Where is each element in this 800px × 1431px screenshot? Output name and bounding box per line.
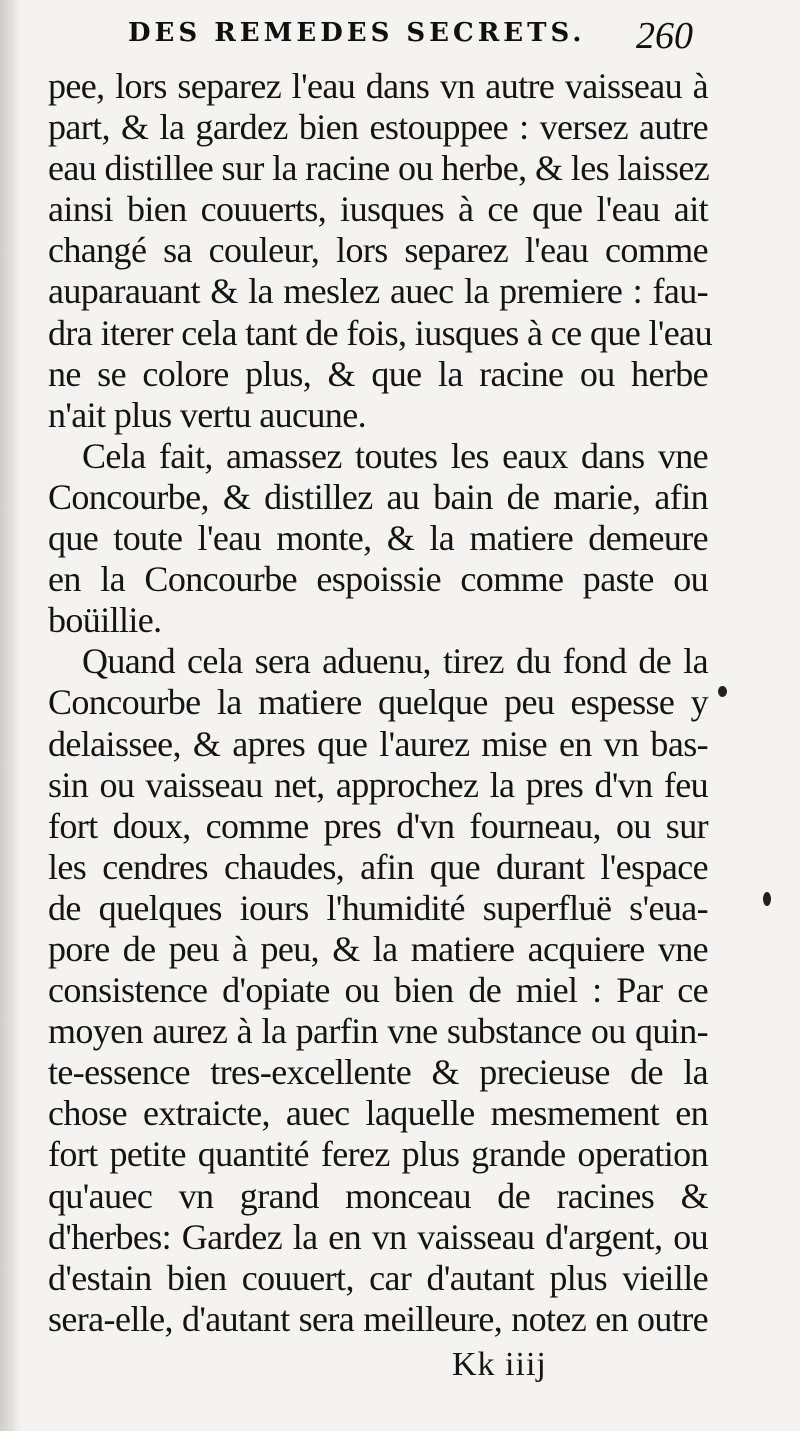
text-line: delaissee, & apres que l'aurez mise en vn bas- (48, 723, 708, 764)
text-line: chose extraicte, auec laquelle mesmement en (48, 1093, 708, 1134)
text-line: Concourbe la matiere quelque peu espesse y (48, 682, 708, 723)
gutter-shadow (0, 0, 22, 1431)
page-header (0, 14, 800, 62)
text-line: pore de peu à peu, & la matiere acquiere vne (48, 928, 708, 969)
ink-spot (718, 686, 727, 697)
text-line: auparauant & la meslez auec la premiere : fau- (48, 271, 708, 312)
text-line: boüillie. (48, 600, 162, 641)
page-number: 260 (636, 15, 693, 57)
text-line: d'estain bien couuert, car d'autant plus vieille (48, 1257, 708, 1298)
running-head: DES REMEDES SECRETS. (128, 18, 586, 48)
text-line: dra iterer cela tant de fois, iusques à ce que l'eau (48, 312, 712, 353)
ink-spot (763, 892, 771, 906)
text-line: n'ait plus vertu aucune. (48, 394, 366, 435)
text-line: de quelques iours l'humidité superfluë s'eua- (48, 887, 708, 928)
text-line: qu'auec vn grand monceau de racines & (48, 1175, 708, 1216)
text-line: d'herbes: Gardez la en vn vaisseau d'argent, ou (48, 1216, 708, 1257)
text-line: moyen aurez à la parfin vne substance ou quin- (48, 1011, 708, 1052)
text-line: fort petite quantité ferez plus grande operation (48, 1134, 708, 1175)
text-line: en la Concourbe espoissie comme paste ou (48, 559, 708, 600)
text-line: pee, lors separez l'eau dans vn autre vaisseau à (48, 66, 708, 106)
text-line: changé sa couleur, lors separez l'eau comme (48, 230, 708, 271)
text-line: ne se colore plus, & que la racine ou herbe (48, 353, 708, 394)
text-line: part, & la gardez bien estouppee : versez autre (48, 107, 708, 148)
text-line: Concourbe, & distillez au bain de marie, afin (48, 476, 708, 517)
text-line: eau distillee sur la racine ou herbe, & les laissez (48, 148, 710, 189)
paragraph-start-line: Quand cela sera aduenu, tirez du fond de la (82, 641, 708, 682)
text-line: fort doux, comme pres d'vn fourneau, ou sur (48, 805, 708, 846)
text-line: consistence d'opiate ou bien de miel : Par ce (48, 970, 708, 1011)
paragraph-start-line: Cela fait, amassez toutes les eaux dans vne (82, 435, 708, 476)
text-line: que toute l'eau monte, & la matiere demeure (48, 518, 708, 559)
text-line: sera-elle, d'autant sera meilleure, notez en outre (48, 1298, 708, 1339)
text-line: sin ou vaisseau net, approchez la pres d'vn feu (48, 764, 708, 805)
text-line: les cendres chaudes, afin que durant l'espace (48, 846, 708, 887)
text-line: ainsi bien couuerts, iusques à ce que l'eau ait (48, 189, 708, 230)
text-line: te-essence tres-excellente & precieuse de la (48, 1052, 708, 1093)
body-text (48, 66, 712, 1340)
signature-mark: Kk iiij (452, 1346, 547, 1383)
